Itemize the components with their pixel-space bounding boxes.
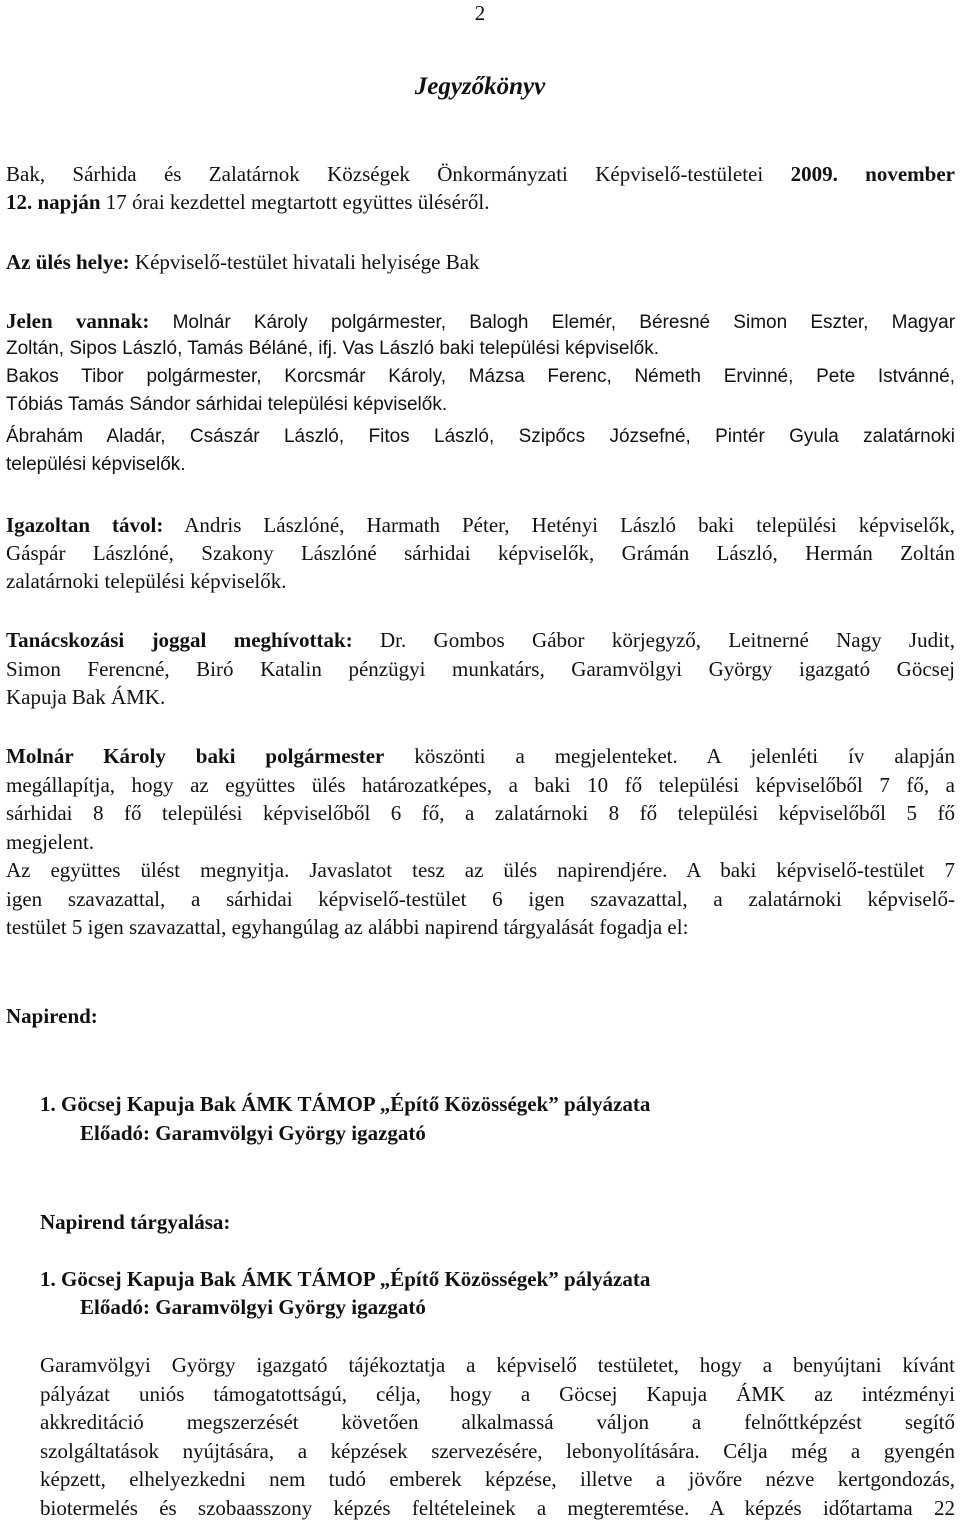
agenda-item-1: 1. Göcsej Kapuja Bak ÁMK TÁMOP „Építő Közösségek” pályázata — [40, 1092, 651, 1116]
present-line-1: Jelen vannak: Molnár Károly polgármester, Balogh Elemér, Béresné Simon Eszter, Magyar — [6, 309, 956, 333]
present-line-6: települési képviselők. — [6, 454, 186, 475]
intro-line-2: 12. napján 17 órai kezdettel megtartott együttes üléséről. — [6, 190, 490, 214]
discussion-item-1-presenter: Előadó: Garamvölgyi György igazgató — [80, 1295, 426, 1319]
opening-line-4: megjelent. — [6, 830, 95, 854]
opening-line-5: Az együttes ülést megnyitja. Javaslatot tesz az ülés napirendjére. A baki képviselő-testület 7 — [6, 858, 955, 882]
discussion-line-3: akkreditáció megszerzését követően alkalmassá váljon a felnőttképzést segítő — [40, 1410, 955, 1434]
invited-line-1: Tanácskozási joggal meghívottak: Dr. Gombos Gábor körjegyző, Leitnerné Nagy Judit, — [6, 628, 955, 652]
opening-line-6: igen szavazattal, a sárhidai képviselő-testület 6 igen szavazattal, a zalatárnoki képviselő- — [6, 887, 955, 911]
opening-line-7: testület 5 igen szavazattal, egyhangúlag az alábbi napirend tárgyalását fogadja el: — [6, 915, 689, 939]
discussion-item-1: 1. Göcsej Kapuja Bak ÁMK TÁMOP „Építő Közösségek” pályázata — [40, 1267, 651, 1291]
page-number: 2 — [474, 1, 486, 25]
absent-line-1: Igazoltan távol: Andris Lászlóné, Harmath Péter, Hetényi László baki települési képviselők, — [6, 513, 955, 537]
opening-line-1: Molnár Károly baki polgármester köszönti a megjelenteket. A jelenléti ív alapján — [6, 744, 955, 768]
present-line-5: Ábrahám Aladár, Császár László, Fitos László, Szipőcs Józsefné, Pintér Gyula zalatárnoki — [6, 426, 955, 447]
discussion-line-4: szolgáltatások nyújtására, a képzések szervezésére, lebonyolítására. Célja még a gyengén — [40, 1439, 955, 1463]
present-line-4: Tóbiás Tamás Sándor sárhidai települési képviselők. — [6, 394, 448, 415]
present-line-2: Zoltán, Sipos László, Tamás Béláné, ifj. Vas László baki települési képviselők. — [6, 338, 660, 359]
discussion-line-2: pályázat uniós támogatottságú, célja, hogy a Göcsej Kapuja ÁMK az intézményi — [40, 1382, 955, 1406]
discussion-heading: Napirend tárgyalása: — [40, 1210, 231, 1234]
invited-line-2: Simon Ferencné, Biró Katalin pénzügyi munkatárs, Garamvölgyi György igazgató Göcsej — [6, 657, 955, 681]
agenda-heading: Napirend: — [6, 1004, 98, 1028]
absent-line-3: zalatárnoki települési képviselők. — [6, 569, 287, 593]
meeting-location: Az ülés helye: Képviselő-testület hivatali helyisége Bak — [6, 250, 480, 274]
present-line-3: Bakos Tibor polgármester, Korcsmár Károly, Mázsa Ferenc, Németh Ervinné, Pete Istvánné, — [6, 366, 955, 387]
agenda-item-1-presenter: Előadó: Garamvölgyi György igazgató — [80, 1121, 426, 1145]
absent-line-2: Gáspár Lászlóné, Szakony Lászlóné sárhidai képviselők, Grámán László, Hermán Zoltán — [6, 541, 955, 565]
discussion-line-6: biotermelés és szobaasszony képzés feltételeinek a megteremtése. A képzés időtartama 22 — [40, 1496, 955, 1520]
invited-line-3: Kapuja Bak ÁMK. — [6, 685, 166, 709]
opening-line-2: megállapítja, hogy az együttes ülés határozatképes, a baki 10 fő települési képviselőből 7 fő, a — [6, 773, 955, 797]
intro-line-1: Bak, Sárhida és Zalatárnok Községek Önkormányzati Képviselő-testületei 2009. november — [6, 162, 955, 186]
discussion-line-5: képzett, elhelyezkedni nem tudó emberek képzése, illetve a jövőre nézve kertgondozás, — [40, 1467, 955, 1491]
discussion-line-1: Garamvölgyi György igazgató tájékoztatja a képviselő testületet, hogy a benyújtani kívánt — [40, 1353, 955, 1377]
document-title: Jegyzőkönyv — [414, 73, 546, 100]
opening-line-3: sárhidai 8 fő települési képviselőből 6 fő, a zalatárnoki 8 fő települési képviselőből 5 fő — [6, 801, 955, 825]
